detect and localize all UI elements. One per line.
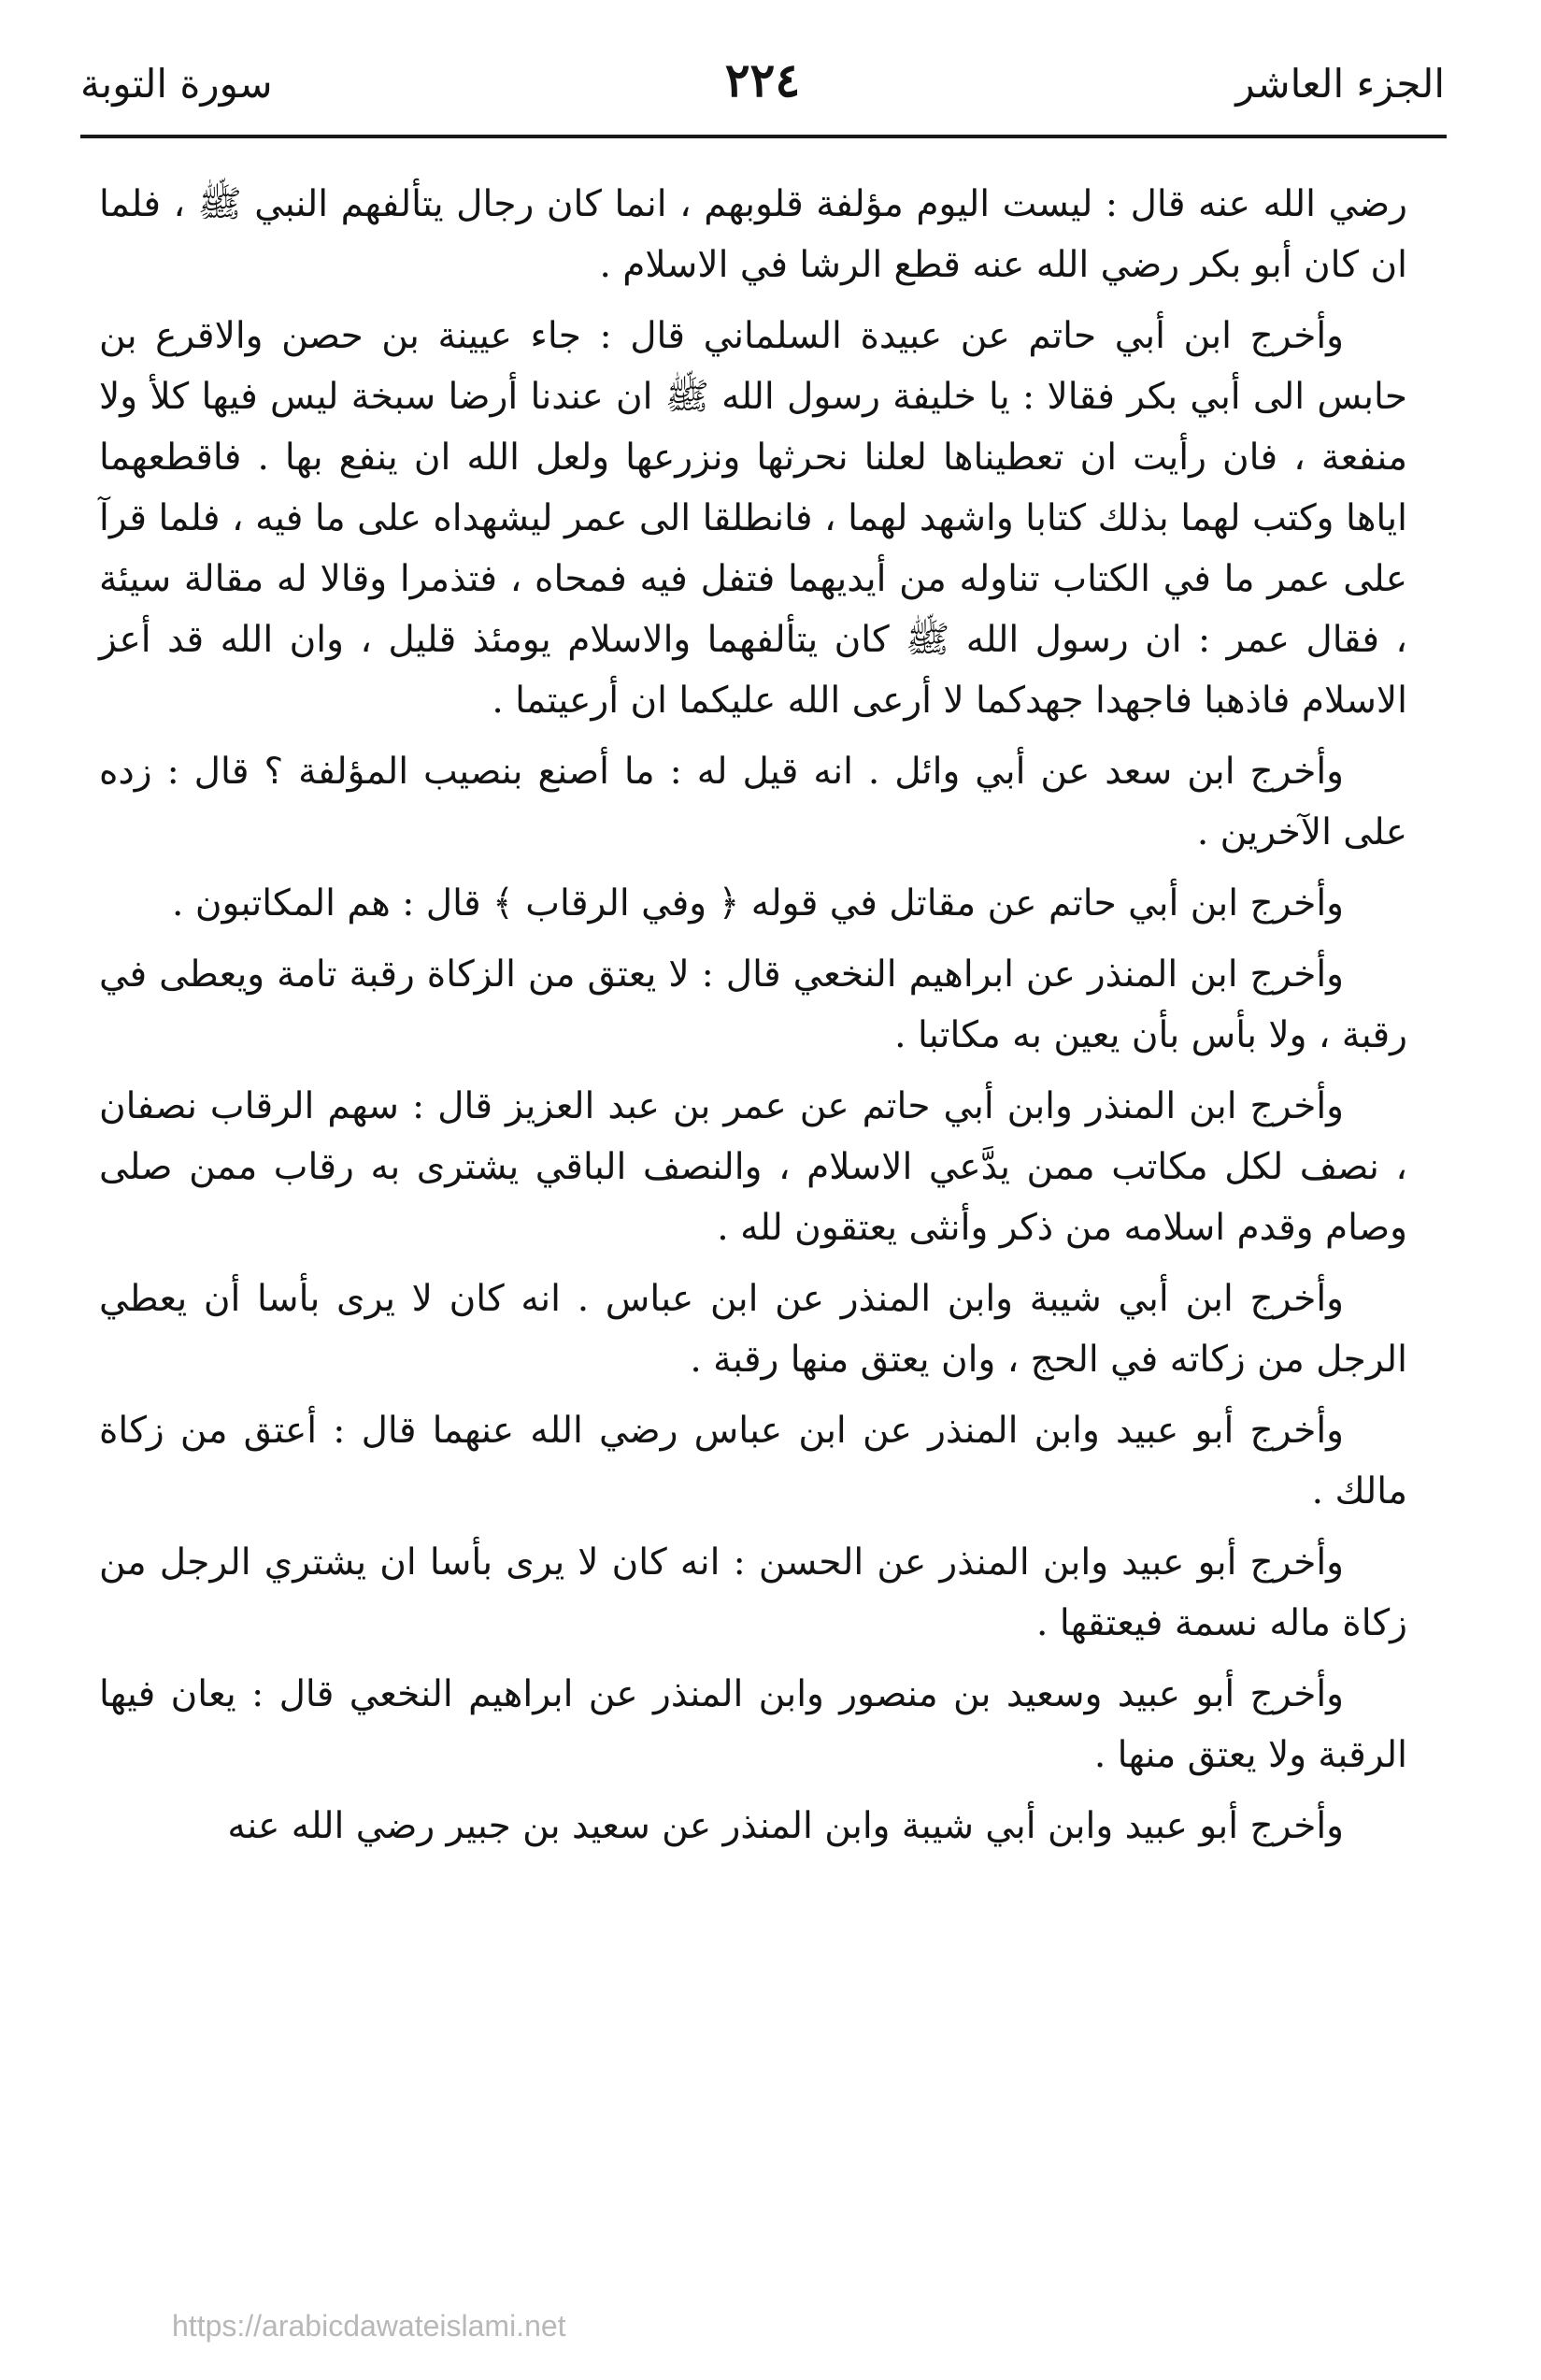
paragraph: وأخرج أبو عبيد وابن أبي شيبة وابن المنذر عن سعيد بن جبير رضي الله عنه (227, 1805, 1344, 1847)
running-header (80, 49, 1445, 123)
paragraph: وأخرج ابن سعد عن أبي وائل . انه قيل له : ما أصنع بنصيب المؤلفة ؟ قال : زده على الآخرين . (99, 751, 1407, 853)
page-number: ٢٢٤ (724, 52, 801, 108)
surah-title: سورة التوبة (80, 61, 273, 107)
paragraph: وأخرج أبو عبيد وسعيد بن منصور وابن المنذر عن ابراهيم النخعي قال : يعان فيها الرقبة ولا يعتق منها . (99, 1673, 1407, 1776)
paragraph: وأخرج ابن المنذر عن ابراهيم النخعي قال : لا يعتق من الزكاة رقبة تامة ويعطى في رقبة ، ولا بأس بأن يعين به مكاتبا . (99, 953, 1407, 1056)
paragraph: رضي الله عنه قال : ليست اليوم مؤلفة قلوبهم ، انما كان رجال يتألفهم النبي ﷺ ، فلما ان كان أبو بكر رضي الله عنه قطع الرشا في الاسلام . (99, 183, 1407, 286)
paragraph: وأخرج أبو عبيد وابن المنذر عن ابن عباس رضي الله عنهما قال : أعتق من زكاة مالك . (99, 1410, 1407, 1513)
part-title: الجزء العاشر (1235, 61, 1445, 107)
header-rule (80, 135, 1447, 138)
watermark-url: https://arabicdawateislami.net (172, 2309, 566, 2343)
paragraph: وأخرج ابن أبي حاتم عن مقاتل في قوله ﴿ وفي الرقاب ﴾ قال : هم المكاتبون . (172, 882, 1344, 925)
paragraph: وأخرج ابن أبي شيبة وابن المنذر عن ابن عباس . انه كان لا يرى بأسا أن يعطي الرجل من زكاته في الحج ، وان يعتق منها رقبة . (99, 1278, 1407, 1381)
paragraph: وأخرج ابن أبي حاتم عن عبيدة السلماني قال : جاء عيينة بن حصن والاقرع بن حابس الى أبي بكر فقالا : يا خليفة رسول الله ﷺ ان عندنا أرضا سبخة ليس فيها كلأ ولا منفعة ، فان رأيت ان تعطيناها لعلنا نحرثها ونزرعها ولعل الله ان ينفع بها . فاقطعهما اياها وكتب لهما بذلك كتابا واشهد لهما ، فانطلقا الى عمر ليشهداه على ما فيه ، فلما قرآ على عمر ما في الكتاب تناوله من أيديهما فتفل فيه فمحاه ، فتذمرا وقالا له مقالة سيئة ، فقال عمر : ان رسول الله ﷺ كان يتألفهما والاسلام يومئذ قليل ، وان الله قد أعز الاسلام فاذهبا فاجهدا جهدكما لا أرعى الله عليكما ان أرعيتما . (99, 315, 1407, 722)
page-body (99, 174, 1407, 1867)
paragraph: وأخرج ابن المنذر وابن أبي حاتم عن عمر بن عبد العزيز قال : سهم الرقاب نصفان ، نصف لكل مكاتب ممن يدَّعي الاسلام ، والنصف الباقي يشترى به رقاب ممن صلى وصام وقدم اسلامه من ذكر وأنثى يعتقون لله . (99, 1085, 1407, 1249)
paragraph: وأخرج أبو عبيد وابن المنذر عن الحسن : انه كان لا يرى بأسا ان يشتري الرجل من زكاة ماله نسمة فيعتقها . (99, 1541, 1407, 1644)
